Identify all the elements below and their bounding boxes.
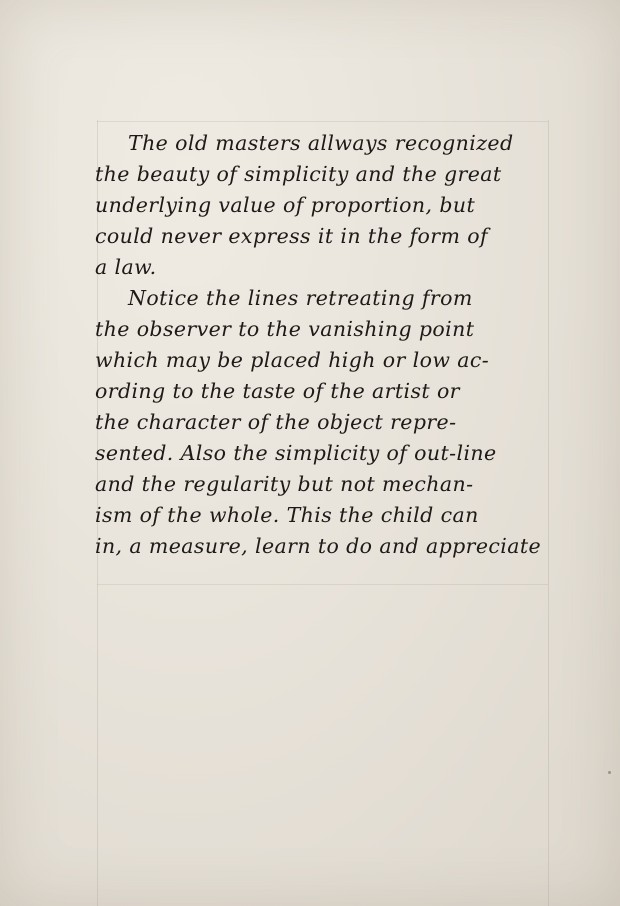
text-line: ording to the taste of the artist or [95,379,460,403]
text-line: in, a measure, learn to do and appreciate [95,534,542,558]
text-line: a law. [95,255,157,279]
paragraph-1 [95,128,555,283]
text-line: ism of the whole. This the child can [95,503,479,527]
margin-guide-top [97,121,548,122]
text-line: Notice the lines retreating from [128,286,473,310]
paragraph-2 [95,283,555,562]
ruled-line [97,584,548,585]
paper-speck [608,771,611,774]
text-line: underlying value of proportion, but [95,193,476,217]
text-line: which may be placed high or low ac- [95,348,490,372]
text-line: and the regularity but not mechan- [95,472,474,496]
text-line: the beauty of simplicity and the great [95,162,502,186]
text-line: the observer to the vanishing point [95,317,475,341]
handwritten-text [95,128,555,562]
text-line: sented. Also the simplicity of out-line [95,441,497,465]
text-line: could never express it in the form of [95,224,488,248]
text-line: the character of the object repre- [95,410,457,434]
text-line: The old masters allways recognized [128,131,514,155]
